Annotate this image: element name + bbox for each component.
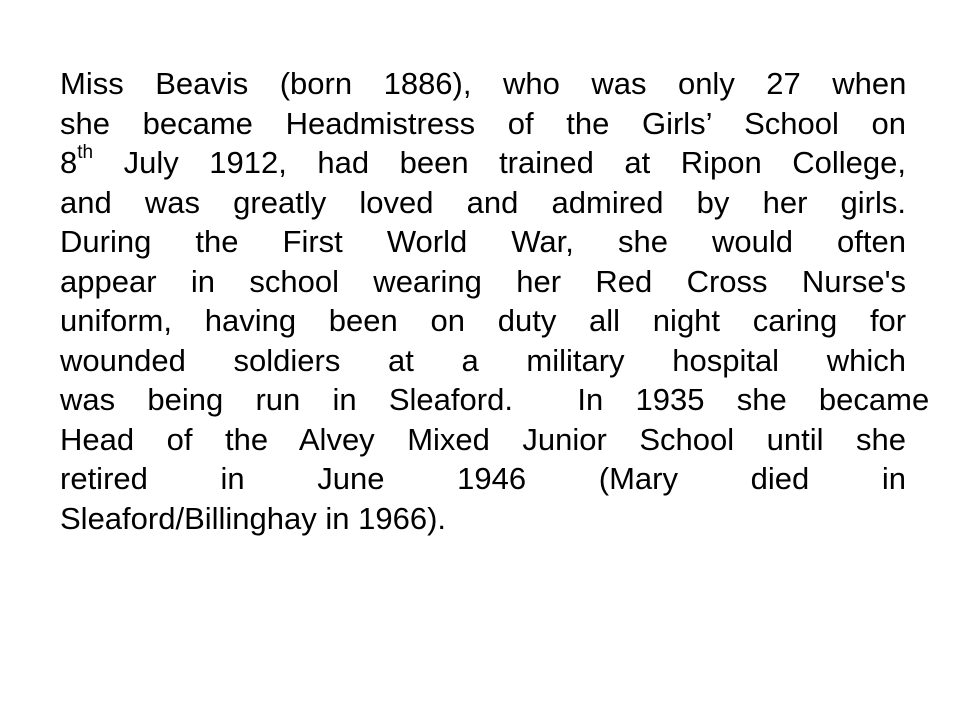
text-line: and was greatly loved and admired by her girls. bbox=[60, 184, 906, 220]
text-line: Sleaford/Billinghay in 1966). bbox=[60, 500, 447, 536]
text-line: she became Headmistress of the Girls’ School on bbox=[60, 105, 906, 141]
text-line: appear in school wearing her Red Cross Nurse's bbox=[60, 263, 906, 299]
text-line: wounded soldiers at a military hospital which bbox=[60, 342, 906, 378]
text-line bbox=[60, 143, 906, 183]
text-line: Miss Beavis (born 1886), who was only 27 when bbox=[60, 66, 907, 101]
body-text bbox=[60, 64, 930, 538]
text-line-rest: July 1912, had been trained at Ripon College, bbox=[93, 145, 906, 180]
text-line: uniform, having been on duty all night caring for bbox=[60, 303, 907, 338]
ordinal-number: 8 bbox=[60, 145, 78, 180]
text-line: During the First World War, she would often bbox=[60, 224, 906, 259]
text-line: Head of the Alvey Mixed Junior School until she bbox=[60, 421, 906, 457]
text-line: was being run in Sleaford. In 1935 she became bbox=[60, 382, 930, 417]
text-line: retired in June 1946 (Mary died in bbox=[60, 461, 906, 496]
ordinal-suffix: th bbox=[77, 141, 94, 163]
